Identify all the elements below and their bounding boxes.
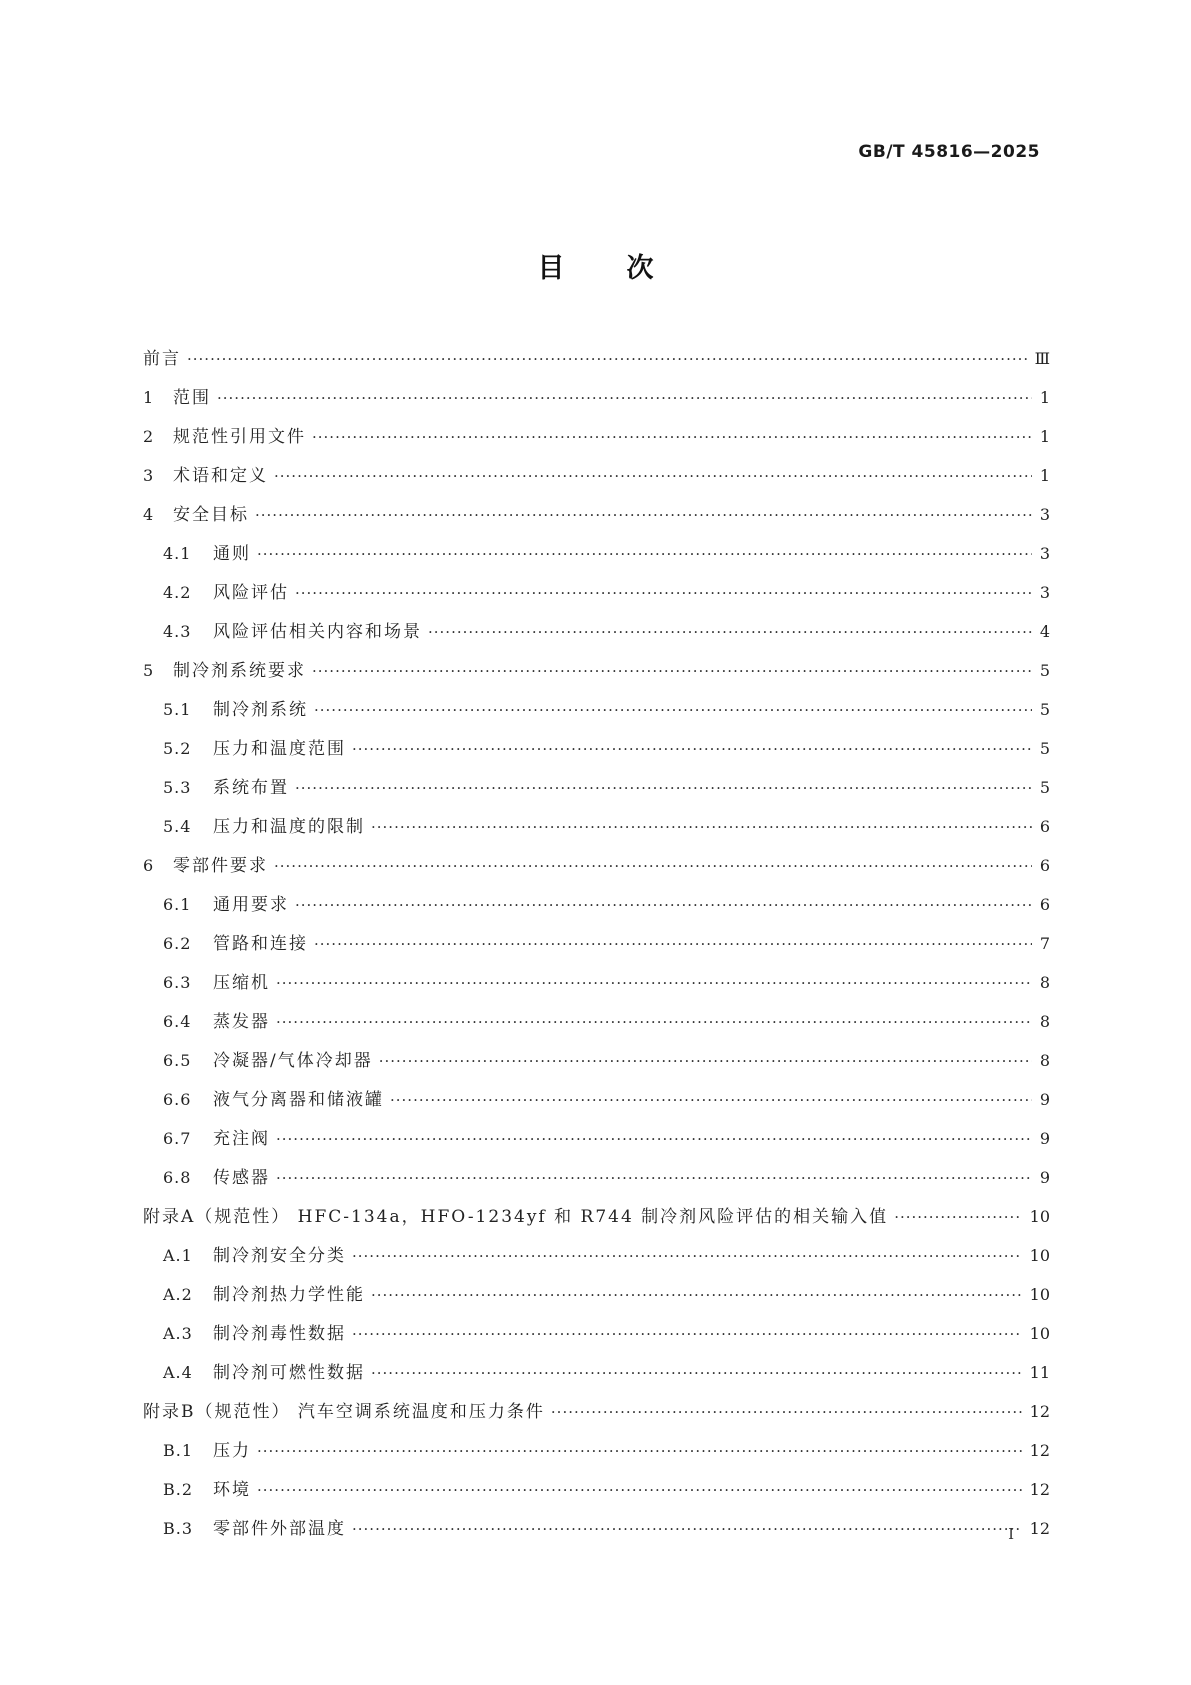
toc-entry-page: 12 bbox=[1029, 1441, 1050, 1460]
toc-dot-leader bbox=[894, 1208, 1021, 1226]
toc-entry-page: 5 bbox=[1039, 700, 1050, 719]
toc-entry-page: 6 bbox=[1039, 895, 1050, 914]
toc-entry-number: B.1 bbox=[163, 1441, 194, 1460]
toc-entry[interactable] bbox=[143, 1085, 1050, 1124]
toc-dot-leader bbox=[352, 1247, 1022, 1265]
toc-dot-leader bbox=[187, 350, 1027, 368]
toc-dot-leader bbox=[276, 974, 1032, 992]
toc-entry-label: 零部件要求 bbox=[173, 856, 268, 876]
toc-entry-page: 1 bbox=[1039, 388, 1050, 407]
toc-entry[interactable] bbox=[143, 1475, 1050, 1514]
toc-entry[interactable] bbox=[143, 1163, 1050, 1202]
toc-entry-label: 系统布置 bbox=[213, 778, 289, 798]
toc-entry-label: 风险评估相关内容和场景 bbox=[213, 622, 422, 642]
toc-entry[interactable] bbox=[143, 1007, 1050, 1046]
toc-entry-page: 3 bbox=[1039, 505, 1050, 524]
toc-dot-leader bbox=[352, 740, 1032, 758]
toc-entry-number: 6 bbox=[143, 856, 155, 875]
toc-entry-number: 2 bbox=[143, 427, 155, 446]
toc-entry[interactable] bbox=[143, 1241, 1050, 1280]
toc-dot-leader bbox=[274, 857, 1032, 875]
toc-entry[interactable] bbox=[143, 1514, 1050, 1553]
toc-entry-page: 4 bbox=[1039, 622, 1050, 641]
toc-entry-number: 4.1 bbox=[163, 544, 192, 563]
toc-entry-page: 6 bbox=[1039, 817, 1050, 836]
toc-entry-number: 6.5 bbox=[163, 1051, 192, 1070]
toc-entry-page: 12 bbox=[1029, 1480, 1050, 1499]
toc-entry-number: 6.2 bbox=[163, 934, 192, 953]
toc-entry-label: 安全目标 bbox=[173, 505, 249, 525]
toc-entry[interactable] bbox=[143, 578, 1050, 617]
toc-entry[interactable] bbox=[143, 734, 1050, 773]
toc-entry[interactable] bbox=[143, 773, 1050, 812]
toc-entry-number: 4.3 bbox=[163, 622, 192, 641]
toc-entry-label: 制冷剂热力学性能 bbox=[213, 1285, 365, 1305]
toc-entry[interactable] bbox=[143, 539, 1050, 578]
toc-entry[interactable] bbox=[143, 812, 1050, 851]
toc-entry-label: 环境 bbox=[213, 1480, 251, 1500]
toc-entry-page: 12 bbox=[1029, 1402, 1050, 1421]
toc-entry-page: 10 bbox=[1029, 1207, 1050, 1226]
toc-entry[interactable] bbox=[143, 1397, 1050, 1436]
toc-dot-leader bbox=[551, 1403, 1022, 1421]
toc-dot-leader bbox=[312, 428, 1032, 446]
toc-entry-number: 6.3 bbox=[163, 973, 192, 992]
toc-dot-leader bbox=[217, 389, 1032, 407]
toc-entry[interactable] bbox=[143, 1124, 1050, 1163]
toc-entry-number: 3 bbox=[143, 466, 155, 485]
toc-dot-leader bbox=[314, 701, 1032, 719]
toc-entry-number: A.2 bbox=[163, 1285, 193, 1304]
toc-dot-leader bbox=[257, 545, 1032, 563]
toc-entry-label: 压力和温度范围 bbox=[213, 739, 346, 759]
toc-dot-leader bbox=[390, 1091, 1032, 1109]
toc-entry-page: 12 bbox=[1029, 1519, 1050, 1538]
toc-entry-page: 6 bbox=[1039, 856, 1050, 875]
toc-entry-number: A.1 bbox=[163, 1246, 193, 1265]
toc-entry-label: 风险评估 bbox=[213, 583, 289, 603]
toc-entry-number: 6.6 bbox=[163, 1090, 192, 1109]
toc-entry-page: 7 bbox=[1039, 934, 1050, 953]
toc-entry-label: 充注阀 bbox=[213, 1129, 270, 1149]
toc-entry-number: B.3 bbox=[163, 1519, 194, 1538]
toc-entry-page: Ⅲ bbox=[1034, 349, 1050, 368]
toc-entry-label: 冷凝器/气体冷却器 bbox=[213, 1051, 373, 1071]
toc-entry-number: A.4 bbox=[163, 1363, 193, 1382]
toc-dot-leader bbox=[295, 779, 1032, 797]
toc-entry-page: 5 bbox=[1039, 778, 1050, 797]
toc-entry-label: 压力 bbox=[213, 1441, 251, 1461]
toc-entry-page: 9 bbox=[1039, 1090, 1050, 1109]
toc-dot-leader bbox=[312, 662, 1032, 680]
toc-entry-label: 通用要求 bbox=[213, 895, 289, 915]
toc-entry-page: 8 bbox=[1039, 1012, 1050, 1031]
toc-entry[interactable] bbox=[143, 383, 1050, 422]
toc-entry-number: 6.4 bbox=[163, 1012, 192, 1031]
toc-entry[interactable] bbox=[143, 1319, 1050, 1358]
toc-entry-page: 3 bbox=[1039, 544, 1050, 563]
toc-dot-leader bbox=[295, 584, 1032, 602]
toc-entry-label: 术语和定义 bbox=[173, 466, 268, 486]
toc-entry-label: 制冷剂系统 bbox=[213, 700, 308, 720]
toc-entry-page: 8 bbox=[1039, 1051, 1050, 1070]
toc-entry[interactable] bbox=[143, 1202, 1050, 1241]
toc-entry[interactable] bbox=[143, 890, 1050, 929]
toc-entry-label: 零部件外部温度 bbox=[213, 1519, 346, 1539]
toc-entry-label: 压力和温度的限制 bbox=[213, 817, 365, 837]
toc-entry-number: 4 bbox=[143, 505, 155, 524]
page-title: 目次 bbox=[537, 253, 716, 284]
toc-dot-leader bbox=[274, 467, 1032, 485]
toc-entry-number: 5 bbox=[143, 661, 155, 680]
toc-entry-page: 9 bbox=[1039, 1168, 1050, 1187]
toc-entry-label: 前言 bbox=[143, 349, 181, 369]
toc-dot-leader bbox=[276, 1169, 1032, 1187]
toc-entry[interactable] bbox=[143, 461, 1050, 500]
toc-dot-leader bbox=[371, 1286, 1022, 1304]
toc-dot-leader bbox=[257, 1481, 1022, 1499]
toc-entry-number: 6.1 bbox=[163, 895, 192, 914]
toc-dot-leader bbox=[371, 818, 1032, 836]
toc-entry[interactable] bbox=[143, 500, 1050, 539]
toc-entry-number: 5.1 bbox=[163, 700, 192, 719]
toc-entry-label: 通则 bbox=[213, 544, 251, 564]
toc-entry-label: 范围 bbox=[173, 388, 211, 408]
toc-entry[interactable] bbox=[143, 968, 1050, 1007]
toc-entry-page: 10 bbox=[1029, 1246, 1050, 1265]
toc-entry-label: 规范性引用文件 bbox=[173, 427, 306, 447]
toc-entry[interactable] bbox=[143, 344, 1050, 383]
toc-entry-label: 液气分离器和储液罐 bbox=[213, 1090, 384, 1110]
toc-entry-label: 附录A（规范性） HFC-134a，HFO-1234yf 和 R744 制冷剂风险评估的相关输入值 bbox=[143, 1207, 889, 1227]
toc-entry[interactable] bbox=[143, 422, 1050, 461]
toc-entry-label: 压缩机 bbox=[213, 973, 270, 993]
toc-entry-number: A.3 bbox=[163, 1324, 193, 1343]
toc-entry-label: 制冷剂毒性数据 bbox=[213, 1324, 346, 1344]
toc-entry-number: B.2 bbox=[163, 1480, 194, 1499]
toc-dot-leader bbox=[276, 1013, 1032, 1031]
toc-entry-page: 5 bbox=[1039, 739, 1050, 758]
toc-dot-leader bbox=[295, 896, 1032, 914]
toc-entry-label: 制冷剂安全分类 bbox=[213, 1246, 346, 1266]
toc-entry[interactable] bbox=[143, 929, 1050, 968]
toc-dot-leader bbox=[352, 1325, 1022, 1343]
toc-entry-number: 5.2 bbox=[163, 739, 192, 758]
toc-dot-leader bbox=[314, 935, 1032, 953]
toc-entry-label: 传感器 bbox=[213, 1168, 270, 1188]
standard-number: GB/T 45816—2025 bbox=[858, 142, 1040, 162]
toc-entry-label: 附录B（规范性） 汽车空调系统温度和压力条件 bbox=[143, 1402, 545, 1422]
toc-entry-page: 1 bbox=[1039, 466, 1050, 485]
toc-dot-leader bbox=[428, 623, 1032, 641]
toc-entry-page: 9 bbox=[1039, 1129, 1050, 1148]
toc-entry[interactable] bbox=[143, 1358, 1050, 1397]
table-of-contents bbox=[143, 344, 1050, 1553]
toc-entry-page: 3 bbox=[1039, 583, 1050, 602]
toc-entry-page: 10 bbox=[1029, 1324, 1050, 1343]
toc-entry-number: 4.2 bbox=[163, 583, 192, 602]
toc-entry-number: 1 bbox=[143, 388, 155, 407]
page-folio: Ⅰ bbox=[1008, 1525, 1014, 1543]
toc-entry-label: 管路和连接 bbox=[213, 934, 308, 954]
toc-dot-leader bbox=[352, 1520, 1022, 1538]
toc-entry[interactable] bbox=[143, 851, 1050, 890]
toc-entry-number: 6.7 bbox=[163, 1129, 192, 1148]
toc-entry-page: 1 bbox=[1039, 427, 1050, 446]
toc-entry-label: 制冷剂可燃性数据 bbox=[213, 1363, 365, 1383]
toc-entry-label: 蒸发器 bbox=[213, 1012, 270, 1032]
toc-entry[interactable] bbox=[143, 695, 1050, 734]
toc-entry-page: 8 bbox=[1039, 973, 1050, 992]
toc-dot-leader bbox=[255, 506, 1032, 524]
toc-entry[interactable] bbox=[143, 617, 1050, 656]
toc-dot-leader bbox=[257, 1442, 1022, 1460]
toc-entry-page: 5 bbox=[1039, 661, 1050, 680]
toc-entry-label: 制冷剂系统要求 bbox=[173, 661, 306, 681]
toc-entry-number: 5.4 bbox=[163, 817, 192, 836]
toc-entry[interactable] bbox=[143, 1046, 1050, 1085]
toc-dot-leader bbox=[379, 1052, 1032, 1070]
toc-entry[interactable] bbox=[143, 1436, 1050, 1475]
toc-entry[interactable] bbox=[143, 1280, 1050, 1319]
toc-entry-number: 5.3 bbox=[163, 778, 192, 797]
toc-entry[interactable] bbox=[143, 656, 1050, 695]
toc-entry-page: 11 bbox=[1029, 1363, 1050, 1382]
toc-dot-leader bbox=[371, 1364, 1022, 1382]
toc-dot-leader bbox=[276, 1130, 1032, 1148]
toc-entry-page: 10 bbox=[1029, 1285, 1050, 1304]
toc-entry-number: 6.8 bbox=[163, 1168, 192, 1187]
